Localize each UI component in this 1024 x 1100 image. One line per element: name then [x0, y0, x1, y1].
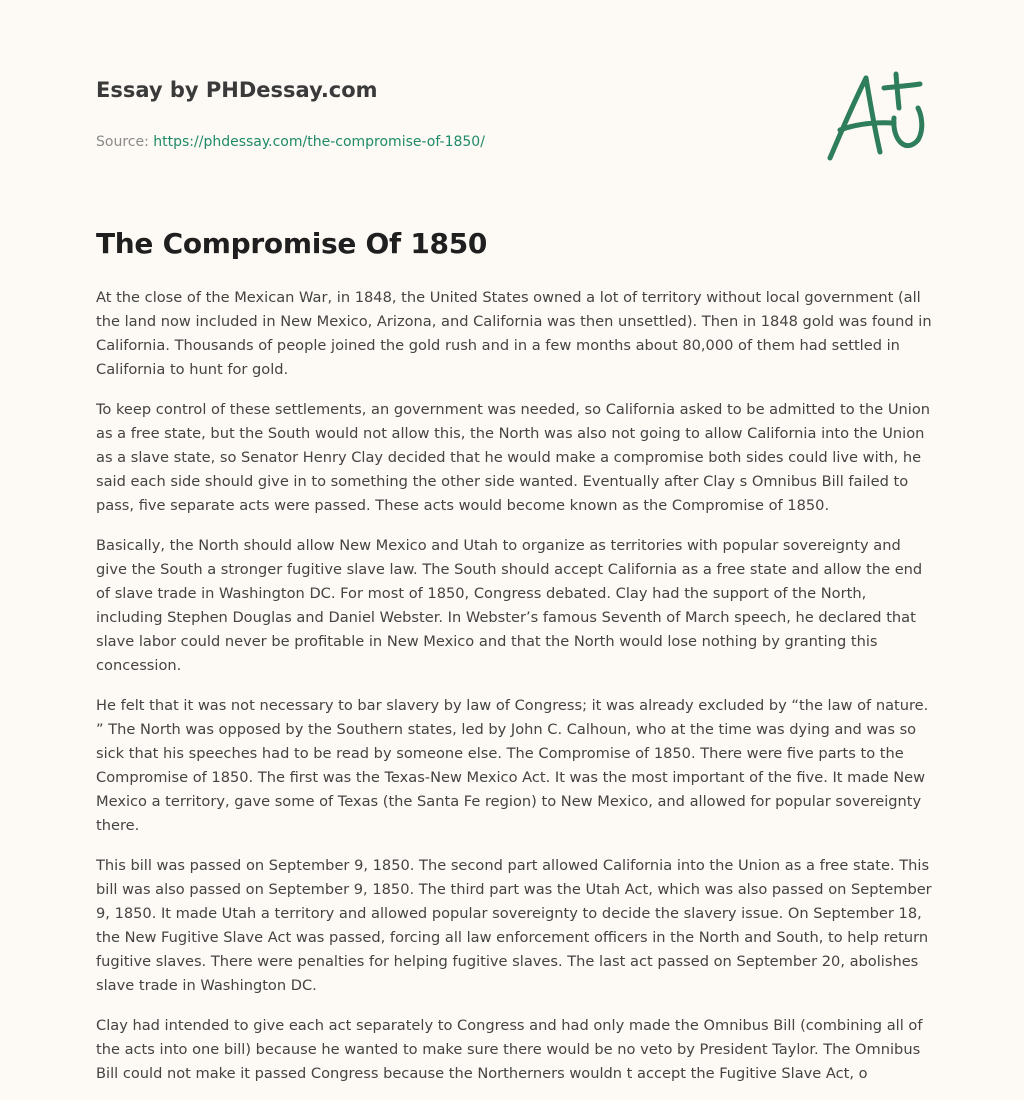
essay-title: The Compromise Of 1850: [96, 227, 488, 260]
source-label: Source:: [96, 134, 154, 150]
essay-paragraph: He felt that it was not necessary to bar slavery by law of Congress; it was already excluded by “the law of nature. ” The North was opposed by the Southern states, led by John C. Calhoun, who at the time was dying and was so sick that his speeches had to be read by someone else. The Compromise of 1850. There were five parts to the Compromise of 1850. The first was the Texas-New Mexico Act. It was the most important of the five. It made New Mexico a territory, gave some of Texas (the Santa Fe region) to New Mexico, and allowed for popular sovereignty there.: [96, 697, 929, 834]
source-line: [96, 132, 796, 152]
source-link[interactable]: https://phdessay.com/the-compromise-of-1850/: [153, 134, 485, 150]
a-plus-logo-icon: [822, 68, 930, 164]
essay-paragraph: Clay had intended to give each act separately to Congress and had only made the Omnibus Bill (combining all of the acts into one bill) because he wanted to make sure there would be no veto by President Taylor. The Omnibus Bill could not make it passed Congress because the Northerners wouldn t accept the Fugitive Slave Act, o: [96, 1017, 923, 1082]
essay-paragraph: This bill was passed on September 9, 1850. The second part allowed California into the Union as a free state. This bill was also passed on September 9, 1850. The third part was the Utah Act, which was also passed on September 9, 1850. It made Utah a territory and allowed popular sovereignty to decide the slavery issue. On September 18, the New Fugitive Slave Act was passed, forcing all law enforcement officers in the North and South, to help return fugitive slaves. There were penalties for helping fugitive slaves. The last act passed on September 20, abolishes slave trade in Washington DC.: [96, 857, 932, 994]
page-header: [96, 76, 796, 152]
essay-paragraph: To keep control of these settlements, an government was needed, so California asked to be admitted to the Union as a free state, but the South would not allow this, the North was also not going to allow California into the Union as a slave state, so Senator Henry Clay decided that he would make a compromise both sides could live with, he said each side should give in to something the other side wanted. Eventually after Clay s Omnibus Bill failed to pass, five separate acts were passed. These acts would become known as the Compromise of 1850.: [96, 401, 931, 514]
site-brand: Essay by PHDessay.com: [96, 78, 378, 102]
essay-paragraph: At the close of the Mexican War, in 1848, the United States owned a lot of territory without local government (all the land now included in New Mexico, Arizona, and California was then unsettled). Then in 1848 gold was found in California. Thousands of people joined the gold rush and in a few months about 80,000 of them had settled in California to hunt for gold.: [96, 289, 932, 378]
essay-body: [96, 286, 932, 1100]
essay-paragraph: Basically, the North should allow New Mexico and Utah to organize as territories with popular sovereignty and give the South a stronger fugitive slave law. The South should accept California as a free state and allow the end of slave trade in Washington DC. For most of 1850, Congress debated. Clay had the support of the North, including Stephen Douglas and Daniel Webster. In Webster’s famous Seventh of March speech, he declared that slave labor could never be profitable in New Mexico and that the North would lose nothing by granting this concession.: [96, 537, 923, 674]
